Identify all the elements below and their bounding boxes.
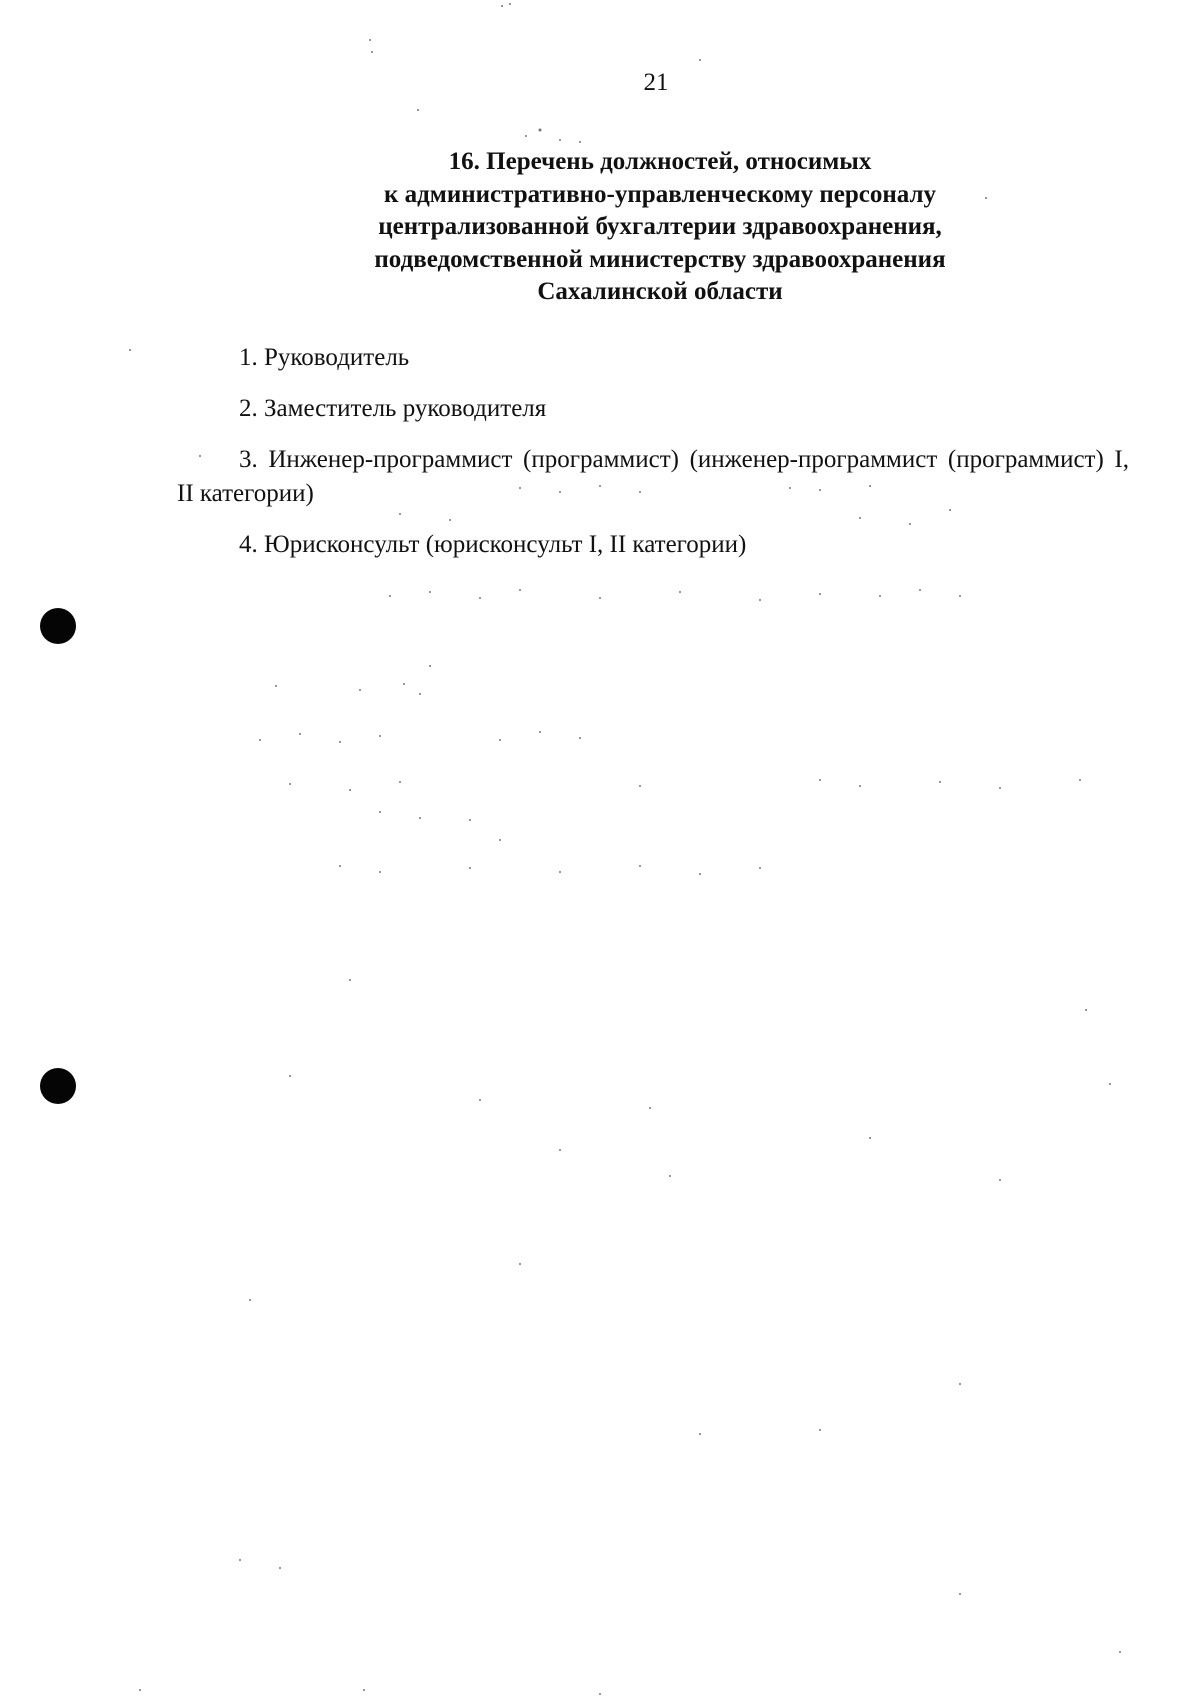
title-line: к административно-управленческому персоналу — [383, 180, 937, 208]
title-line: централизованной бухгалтерии здравоохранения, — [378, 213, 942, 240]
title-line: подведомственной министерству здравоохранения — [374, 245, 946, 273]
list-item: 3. Инженер-программист (программист) (инженер-программист (программист) I, II категории) — [177, 446, 1129, 507]
page-number: 21 — [643, 69, 669, 96]
title-line: Сахалинской области — [537, 278, 783, 305]
punch-hole — [40, 1068, 76, 1104]
list-item: 2. Заместитель руководителя — [239, 395, 547, 422]
list-item: 1. Руководитель — [239, 344, 410, 371]
section-title — [240, 146, 1080, 309]
title-line: 16. Перечень должностей, относимых — [448, 148, 872, 175]
punch-hole — [40, 608, 76, 644]
positions-list — [177, 341, 1129, 562]
list-item: 4. Юрисконсульт (юрисконсульт I, II категории) — [239, 531, 747, 558]
